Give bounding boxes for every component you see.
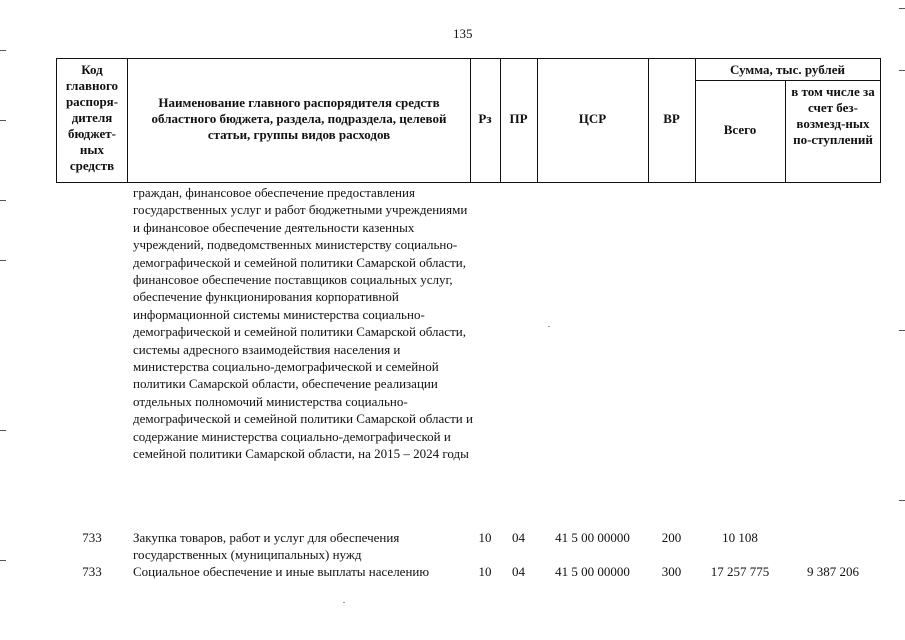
row-vr: 200: [661, 530, 682, 545]
row-csr: 41 5 00 00000: [555, 564, 630, 579]
row-name: Закупка товаров, работ и услуг для обеспечения государственных (муниципальных) нужд: [133, 530, 400, 562]
page-number: 135: [453, 26, 473, 41]
header-sum-title: Сумма, тыс. рублей: [730, 62, 845, 77]
row-incl: 9 387 206: [807, 564, 859, 579]
row-pr: 04: [512, 564, 525, 579]
margin-mark: [0, 200, 6, 201]
margin-mark: [899, 8, 905, 9]
margin-mark: [0, 560, 6, 561]
margin-mark: [0, 430, 6, 431]
header-incl: в том числе за счет без-возмезд-ных по-ступлений: [791, 84, 875, 147]
margin-mark: [0, 120, 6, 121]
continuation-text: граждан, финансовое обеспечение предоставления государственных услуг и работ бюджетными учреждениями и финансовое обеспечение деятельности казенных учреждений, подведомственных министерству социально-демографической и семейной политики Самарской области, финансовое обеспечение поставщиков социальных услуг, обеспечение функционирования корпоративной информационной системы министерства социально-демографической и семейной политики Самарской области, системы адресного взаимодействия населения и министерства социально-демографической и семейной политики Самарской области, обеспечение реализации отдельных полномочий министерства социально-демографической и семейной политики Самарской области и содержание министерства социально-демографической и семейной политики Самарской области, на 2015 – 2024 годы: [133, 185, 473, 462]
margin-mark: [0, 50, 6, 51]
header-code: Код главного распоря-дителя бюджет-ных средств: [65, 62, 119, 173]
row-csr: 41 5 00 00000: [555, 530, 630, 545]
row-name: Социальное обеспечение и иные выплаты населению: [133, 564, 430, 579]
scan-speck: [343, 602, 345, 603]
margin-mark: [899, 500, 905, 501]
margin-mark: [899, 330, 905, 331]
scan-speck: [548, 326, 550, 327]
row-code: 733: [82, 530, 102, 545]
row-rz: 10: [478, 564, 492, 579]
margin-mark: [899, 70, 905, 71]
row-code: 733: [82, 564, 102, 579]
header-csr: ЦСР: [578, 111, 607, 126]
header-total: Всего: [723, 122, 757, 137]
row-rz: 10: [478, 530, 492, 545]
row-pr: 04: [512, 530, 525, 545]
row-total: 17 257 775: [710, 564, 770, 579]
header-rz: Рз: [478, 111, 492, 126]
margin-mark: [0, 260, 6, 261]
header-pr: ПР: [509, 111, 528, 126]
header-vr: ВР: [663, 111, 680, 126]
header-name: Наименование главного распорядителя средств областного бюджета, раздела, подраздела, целевой статьи, группы видов расходов: [151, 95, 447, 142]
row-vr: 300: [661, 564, 682, 579]
row-total: 10 108: [722, 530, 758, 545]
